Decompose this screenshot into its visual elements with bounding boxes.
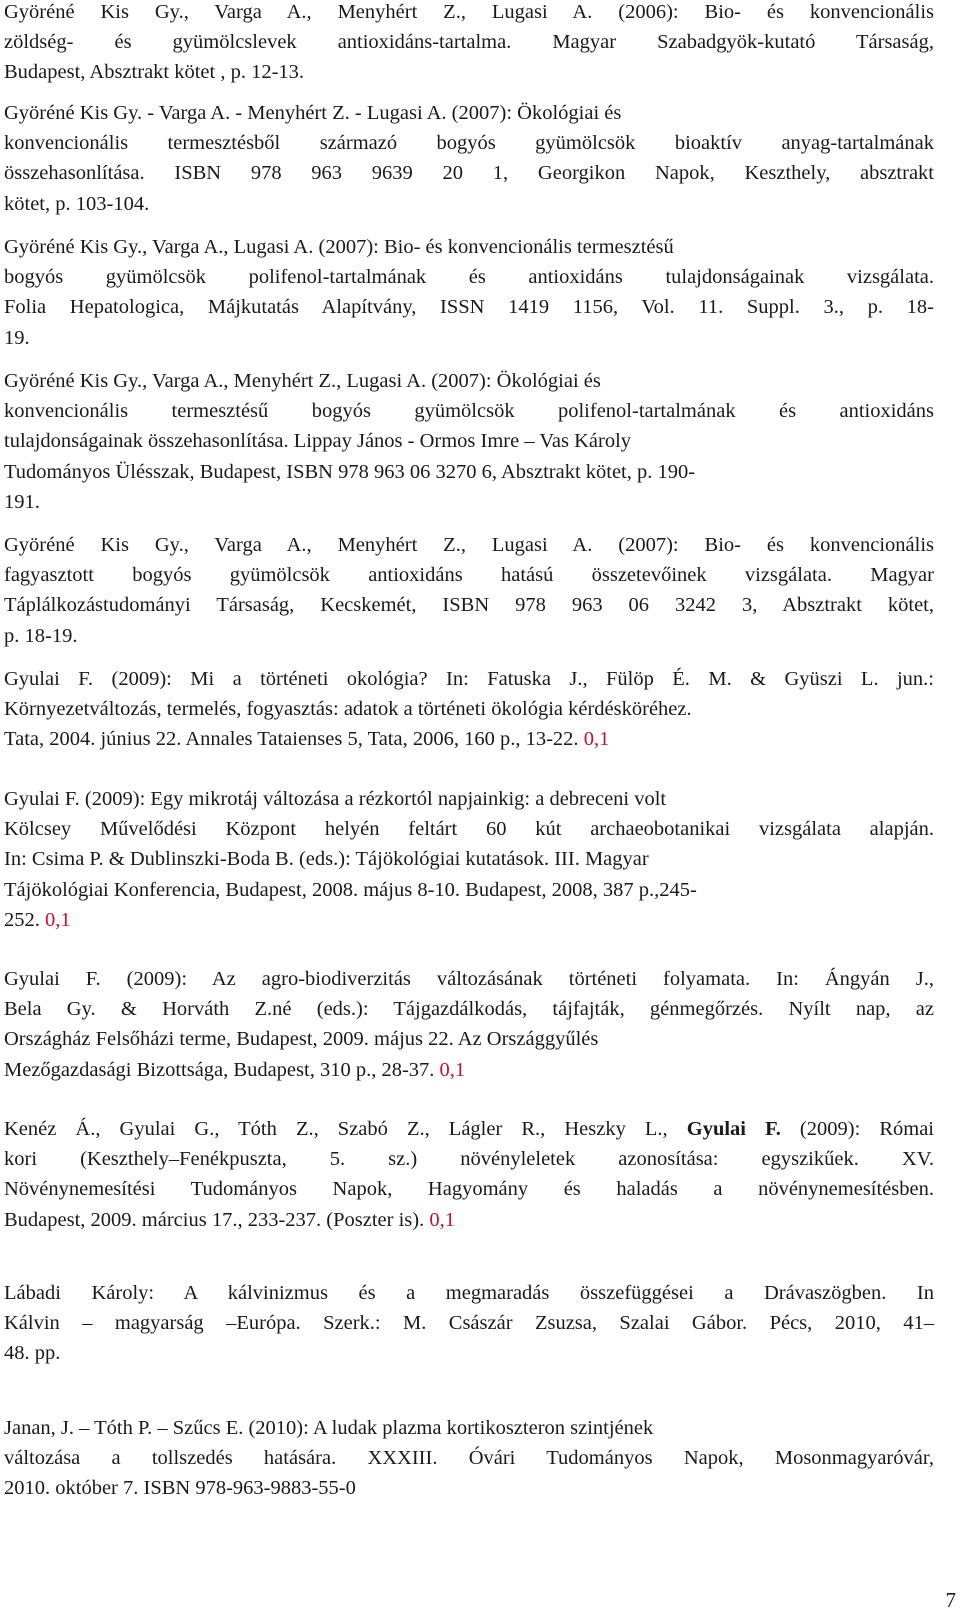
reference-line: kötet, p. 103-104. (4, 192, 150, 215)
reference-text: 252. (4, 908, 45, 931)
reference-line (4, 1114, 934, 1144)
reference-line: Országház Felsőházi terme, Budapest, 2009. május 22. Az Országgyűlés (4, 1028, 599, 1051)
reference-line: Növénynemesítési Tudományos Napok, Hagyomány és haladás a növénynemesítésben. (4, 1178, 934, 1201)
reference-entry (4, 964, 934, 1085)
reference-line: konvencionális termesztésből származó bogyós gyümölcsök bioaktív anyag-tartalmának (4, 132, 934, 155)
page-number: 7 (945, 1588, 956, 1612)
reference-line: Györéné Kis Gy. - Varga A. - Menyhért Z. - Lugasi A. (2007): Ökológiai és (4, 102, 622, 124)
reference-year: (2009): Római (780, 1118, 934, 1140)
reference-entry (4, 1114, 934, 1235)
reference-entry (4, 784, 934, 935)
reference-line: tulajdonságainak összehasonlítása. Lippay János - Ormos Imre – Vas Károly (4, 430, 632, 453)
reference-entry (4, 664, 934, 755)
reference-line: Györéné Kis Gy., Varga A., Menyhért Z., Lugasi A. (2006): Bio- és konvencionális (4, 1, 934, 23)
reference-line: Kálvin – magyarság –Európa. Szerk.: M. Császár Zsuzsa, Szalai Gábor. Pécs, 2010, 41– (4, 1312, 934, 1335)
reference-text: Mezőgazdasági Bizottsága, Budapest, 310 p., 28-37. (4, 1058, 440, 1081)
reference-line: In: Csima P. & Dublinszki-Boda B. (eds.): Tájökológiai kutatások. III. Magyar (4, 848, 649, 871)
reference-authors: Kenéz Á., Gyulai G., Tóth Z., Szabó Z., Lágler R., Heszky L., (4, 1118, 687, 1140)
reference-line: Táplálkozástudományi Társaság, Kecskemét, ISBN 978 963 06 3242 3, Absztrakt kötet, (4, 594, 934, 617)
reference-line: konvencionális termesztésű bogyós gyümölcsök polifenol-tartalmának és antioxidáns (4, 400, 934, 423)
score-mark: 0,1 (439, 1058, 466, 1081)
reference-line: zöldség- és gyümölcslevek antioxidáns-tartalma. Magyar Szabadgyök-kutató Társaság, (4, 31, 934, 54)
reference-text: Budapest, 2009. március 17., 233-237. (Poszter is). (4, 1208, 430, 1231)
reference-line (4, 1055, 934, 1085)
reference-line: fagyasztott bogyós gyümölcsök antioxidáns hatású összetevőinek vizsgálata. Magyar (4, 564, 934, 587)
reference-entry (4, 0, 934, 88)
reference-entry (4, 1278, 934, 1369)
reference-line (4, 1205, 934, 1235)
reference-line: Gyulai F. (2009): Az agro-biodiverzitás változásának történeti folyamata. In: Ángyán J., (4, 968, 934, 990)
reference-entry (4, 1413, 934, 1504)
reference-line: Környezetváltozás, termelés, fogyasztás: adatok a történeti ökológia kérdésköréhez. (4, 698, 692, 721)
reference-line: Tájökológiai Konferencia, Budapest, 2008. május 8-10. Budapest, 2008, 387 p.,245- (4, 878, 697, 901)
score-mark: 0,1 (45, 908, 71, 931)
reference-line: Györéné Kis Gy., Varga A., Menyhért Z., Lugasi A. (2007): Ökológiai és (4, 370, 601, 392)
reference-entry (4, 232, 934, 353)
reference-line: Tudományos Ülésszak, Budapest, ISBN 978 963 06 3270 6, Absztrakt kötet, p. 190- (4, 460, 696, 483)
reference-line: Gyulai F. (2009): Mi a történeti okológia? In: Fatuska J., Fülöp É. M. & Gyüszi L. jun.: (4, 668, 934, 690)
reference-entry (4, 530, 934, 651)
reference-line (4, 905, 934, 935)
reference-line: Budapest, Absztrakt kötet , p. 12-13. (4, 61, 305, 84)
reference-line: 2010. október 7. ISBN 978-963-9883-55-0 (4, 1477, 356, 1500)
reference-line: Lábadi Károly: A kálvinizmus és a megmaradás összefüggései a Drávaszögben. In (4, 1282, 934, 1304)
reference-line: Bela Gy. & Horváth Z.né (eds.): Tájgazdálkodás, tájfajták, génmegőrzés. Nyílt nap, az (4, 998, 934, 1021)
reference-line: 19. (4, 326, 30, 349)
reference-line: változása a tollszedés hatására. XXXIII. Óvári Tudományos Napok, Mosonmagyaróvár, (4, 1447, 934, 1470)
reference-line: p. 18-19. (4, 624, 78, 647)
reference-line: 48. pp. (4, 1342, 61, 1365)
reference-text: Tata, 2004. június 22. Annales Tataienses 5, Tata, 2006, 160 p., 13-22. (4, 728, 584, 751)
reference-line: Gyulai F. (2009): Egy mikrotáj változása a rézkortól napjainkig: a debreceni volt (4, 788, 667, 810)
reference-entry (4, 366, 934, 517)
score-mark: 0,1 (429, 1208, 455, 1231)
reference-entry (4, 98, 934, 219)
reference-line (4, 724, 934, 754)
reference-line: Györéné Kis Gy., Varga A., Menyhért Z., Lugasi A. (2007): Bio- és konvencionális (4, 534, 934, 556)
reference-line: Folia Hepatologica, Májkutatás Alapítvány, ISSN 1419 1156, Vol. 11. Suppl. 3., p. 18- (4, 296, 934, 319)
reference-line: összehasonlítása. ISBN 978 963 9639 20 1, Georgikon Napok, Keszthely, absztrakt (4, 162, 934, 185)
reference-line: bogyós gyümölcsök polifenol-tartalmának és antioxidáns tulajdonságainak vizsgálata. (4, 266, 934, 289)
highlighted-author: Gyulai F. (686, 1118, 781, 1140)
reference-line: 191. (4, 490, 40, 513)
reference-line: Györéné Kis Gy., Varga A., Lugasi A. (2007): Bio- és konvencionális termesztésű (4, 236, 674, 258)
reference-line: kori (Keszthely–Fenékpuszta, 5. sz.) növényleletek azonosítása: egyszikűek. XV. (4, 1148, 934, 1171)
reference-line: Janan, J. – Tóth P. – Szűcs E. (2010): A ludak plazma kortikoszteron szintjének (4, 1417, 654, 1439)
score-mark: 0,1 (583, 728, 610, 751)
reference-line: Kölcsey Művelődési Központ helyén feltárt 60 kút archaeobotanikai vizsgálata alapján. (4, 818, 934, 841)
